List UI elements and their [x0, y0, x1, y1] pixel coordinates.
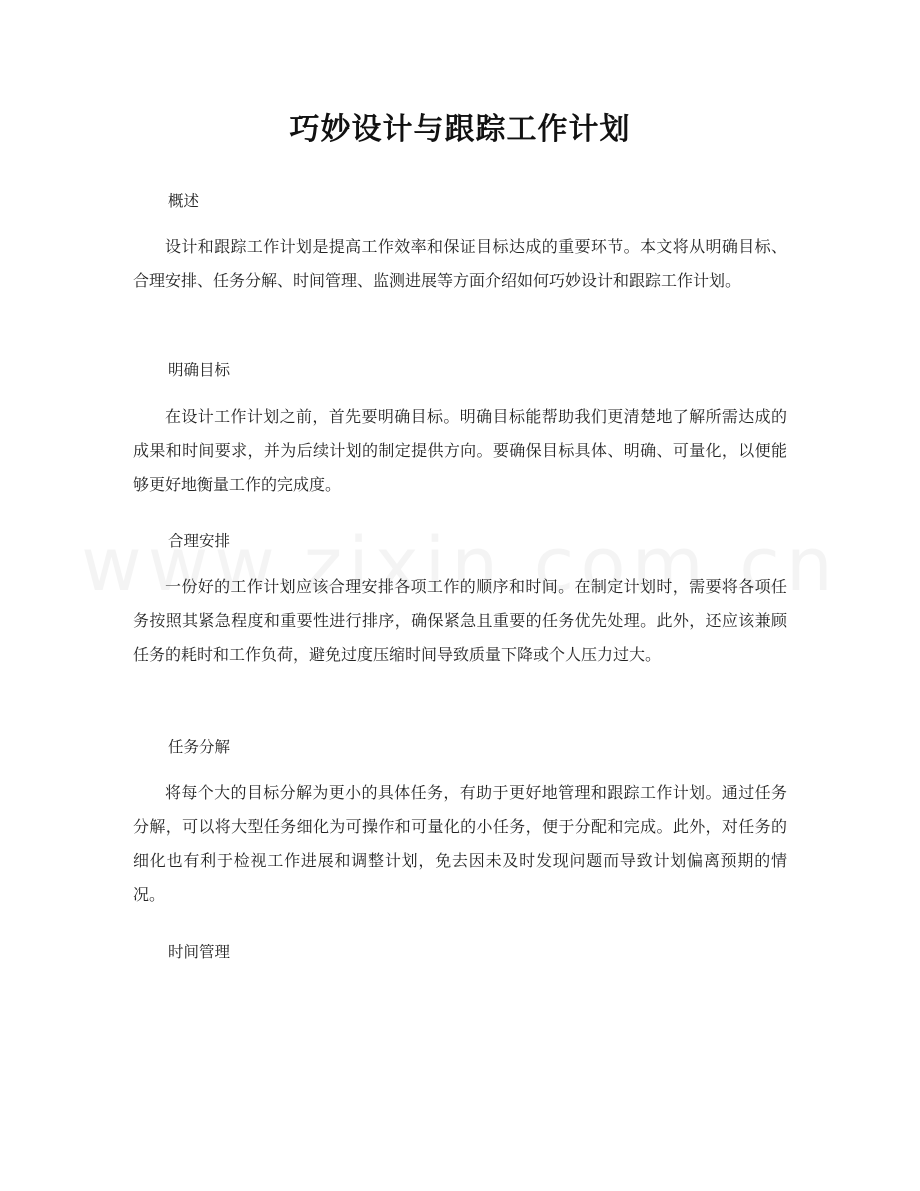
section-heading-arrangement: 合理安排: [168, 532, 231, 550]
section-heading-decomposition: 任务分解: [168, 738, 231, 756]
document-title: 巧妙设计与跟踪工作计划: [289, 112, 631, 147]
section-body-goals: 在设计工作计划之前，首先要明确目标。明确目标能帮助我们更清楚地了解所需达成的成果和时间要求，并为后续计划的制定提供方向。要确保目标具体、明确、可量化，以便能够更好地衡量工作的完成度。: [133, 407, 787, 494]
section-body-overview: 设计和跟踪工作计划是提高工作效率和保证目标达成的重要环节。本文将从明确目标、合理安排、任务分解、时间管理、监测进展等方面介绍如何巧妙设计和跟踪工作计划。: [133, 237, 787, 290]
section-heading-goals: 明确目标: [168, 361, 231, 379]
section-body-arrangement: 一份好的工作计划应该合理安排各项工作的顺序和时间。在制定计划时，需要将各项任务按照其紧急程度和重要性进行排序，确保紧急且重要的任务优先处理。此外，还应该兼顾任务的耗时和工作负荷，避免过度压缩时间导致质量下降或个人压力过大。: [133, 577, 787, 664]
section-heading-time-management: 时间管理: [168, 943, 231, 961]
section-body-decomposition: 将每个大的目标分解为更小的具体任务，有助于更好地管理和跟踪工作计划。通过任务分解，可以将大型任务细化为可操作和可量化的小任务，便于分配和完成。此外，对任务的细化也有利于检视工作进展和调整计划，免去因未及时发现问题而导致计划偏离预期的情况。: [133, 783, 787, 904]
section-heading-overview: 概述: [168, 192, 200, 210]
